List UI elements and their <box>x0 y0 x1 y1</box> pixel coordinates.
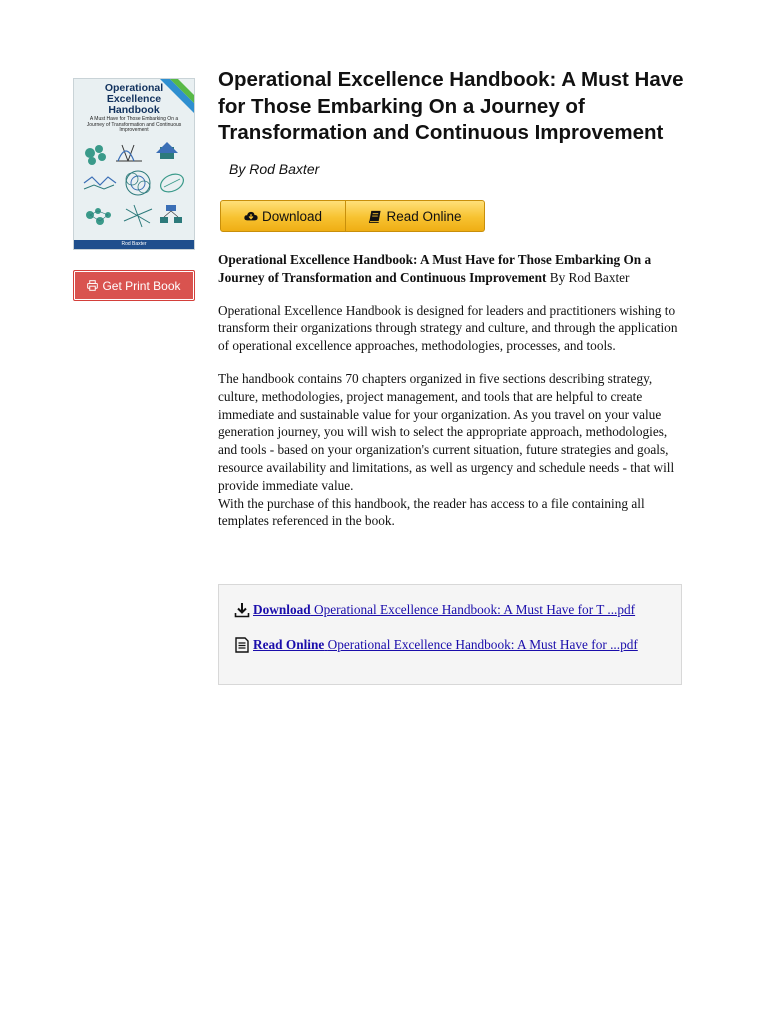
book-title: Operational Excellence Handbook: A Must Have for Those Embarking On a Journey of Transformation and Continuous Improvement <box>218 68 684 144</box>
cover-author: Rod Baxter <box>74 240 194 249</box>
download-button[interactable] <box>220 200 346 232</box>
read-online-link-row[interactable] <box>234 637 638 653</box>
cover-illustration <box>80 139 188 237</box>
download-link-row[interactable] <box>234 602 635 618</box>
read-online-link-text: Operational Excellence Handbook: A Must Have for ...pdf <box>327 637 638 652</box>
book-icon <box>368 210 382 223</box>
download-icon <box>234 602 250 618</box>
description-paragraph-1: Operational Excellence Handbook is designed for leaders and practitioners wishing to transform their organizations through strategy and culture, and through the application of operational excellence approaches, methodologies, processes, and tools. <box>218 302 678 354</box>
description-heading-author: By Rod Baxter <box>546 269 630 285</box>
cloud-download-icon <box>244 210 258 223</box>
download-link-bold: Download <box>253 602 311 617</box>
description-heading-title: Operational Excellence Handbook: A Must Have for Those Embarking On a Journey of Transformation and Continuous Improvement <box>218 252 652 285</box>
get-print-book-label: Get Print Book <box>102 278 181 293</box>
book-description <box>218 251 684 545</box>
download-links-box <box>218 584 682 685</box>
document-icon <box>234 637 250 653</box>
get-print-book-button[interactable] <box>73 270 195 301</box>
author-line: By Rod Baxter <box>229 161 320 177</box>
description-heading <box>218 251 684 287</box>
read-online-button-label: Read Online <box>386 208 462 224</box>
action-button-group <box>220 200 485 232</box>
printer-icon <box>87 280 98 291</box>
description-paragraph-2: The handbook contains 70 chapters organized in five sections describing strategy, culture, methodologies, project management, and tools that are helpful to create immediate and sustainable value for your organization. As you travel on your value generation journey, you will wish to select the appropriate approach, methodologies, and tools - based on your organization's current situation, future strategies and goals, resource availability and limitations, as well as urgency and schedule needs - that will provide immediate value. <box>218 370 675 493</box>
read-online-pdf-link[interactable] <box>253 637 638 653</box>
description-paragraph-3: With the purchase of this handbook, the reader has access to a file containing all templates referenced in the book. <box>218 495 645 529</box>
read-online-button[interactable] <box>346 200 485 232</box>
download-link-text: Operational Excellence Handbook: A Must Have for T ...pdf <box>313 602 636 617</box>
read-online-link-bold: Read Online <box>253 637 325 652</box>
download-pdf-link[interactable] <box>253 602 635 618</box>
cover-title: Operational Excellence Handbook <box>104 82 164 116</box>
book-cover <box>73 78 195 250</box>
download-button-label: Download <box>261 208 323 224</box>
cover-subtitle: A Must Have for Those Embarking On a Journey of Transformation and Continuous Improvement <box>86 116 182 134</box>
